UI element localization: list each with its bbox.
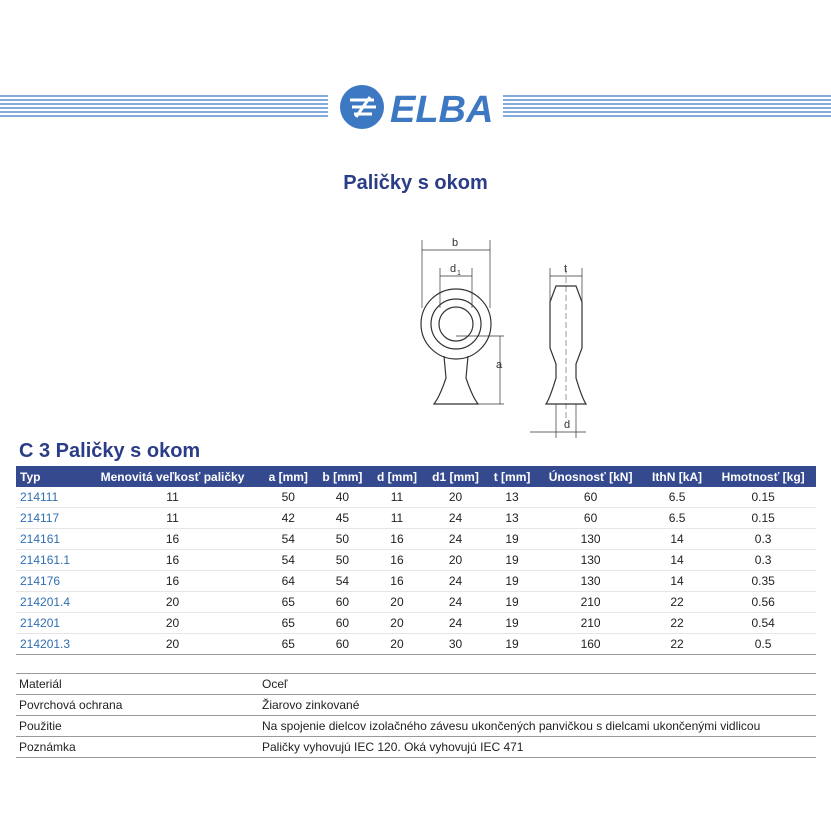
table-cell: 11: [370, 508, 425, 529]
col-header-typ: Typ: [16, 466, 84, 487]
table-cell: 42: [261, 508, 315, 529]
type-link[interactable]: 214111: [16, 487, 84, 508]
table-cell: 50: [315, 529, 370, 550]
table-cell: 60: [315, 592, 370, 613]
table-cell: 16: [84, 550, 262, 571]
table-row: [16, 529, 816, 550]
table-row: [16, 508, 816, 529]
brand-name: ELBA: [390, 89, 494, 131]
info-row: [16, 674, 816, 695]
table-cell: 0.35: [710, 571, 816, 592]
brand-stripes: [0, 80, 831, 136]
dim-label-d1-sub: 1: [457, 270, 461, 277]
spec-table: [16, 466, 816, 655]
table-cell: 19: [487, 613, 538, 634]
table-cell: 22: [644, 613, 710, 634]
table-cell: 16: [370, 571, 425, 592]
col-header-load: Únosnosť [kN]: [537, 466, 643, 487]
table-cell: 16: [370, 529, 425, 550]
table-cell: 19: [487, 571, 538, 592]
table-cell: 45: [315, 508, 370, 529]
table-cell: 0.5: [710, 634, 816, 655]
table-cell: 24: [424, 592, 486, 613]
type-link[interactable]: 214201: [16, 613, 84, 634]
table-cell: 0.15: [710, 508, 816, 529]
table-cell: 19: [487, 592, 538, 613]
table-cell: 14: [644, 529, 710, 550]
table-cell: 20: [370, 634, 425, 655]
table-cell: 0.3: [710, 529, 816, 550]
table-cell: 65: [261, 592, 315, 613]
spec-table-header-row: [16, 466, 816, 487]
info-table: [16, 673, 816, 758]
table-row: [16, 571, 816, 592]
table-cell: 20: [424, 550, 486, 571]
col-header-weight: Hmotnosť [kg]: [710, 466, 816, 487]
info-label: Materiál: [16, 674, 259, 695]
table-cell: 130: [537, 550, 643, 571]
table-cell: 20: [84, 613, 262, 634]
type-link[interactable]: 214161.1: [16, 550, 84, 571]
table-cell: 0.56: [710, 592, 816, 613]
table-cell: 20: [370, 592, 425, 613]
technical-drawing: [400, 228, 630, 440]
dim-label-d1: d: [450, 263, 457, 275]
table-cell: 210: [537, 592, 643, 613]
table-cell: 6.5: [644, 487, 710, 508]
type-link[interactable]: 214201.4: [16, 592, 84, 613]
table-cell: 60: [315, 613, 370, 634]
table-cell: 14: [644, 571, 710, 592]
table-cell: 40: [315, 487, 370, 508]
table-cell: 54: [261, 529, 315, 550]
info-row: [16, 737, 816, 758]
section-title: C 3 Paličky s okom: [19, 440, 201, 462]
info-value: Oceľ: [259, 674, 816, 695]
col-header-d: d [mm]: [370, 466, 425, 487]
table-cell: 16: [370, 550, 425, 571]
table-cell: 0.15: [710, 487, 816, 508]
elba-logo-icon: [340, 85, 384, 129]
info-value: Žiarovo zinkované: [259, 695, 816, 716]
table-cell: 20: [424, 487, 486, 508]
table-cell: 22: [644, 592, 710, 613]
info-label: Použitie: [16, 716, 259, 737]
table-cell: 20: [84, 592, 262, 613]
table-cell: 160: [537, 634, 643, 655]
table-cell: 20: [84, 634, 262, 655]
dim-label-d: d: [564, 419, 571, 431]
table-row: [16, 592, 816, 613]
table-cell: 64: [261, 571, 315, 592]
table-cell: 11: [84, 487, 262, 508]
table-cell: 24: [424, 613, 486, 634]
table-cell: 24: [424, 508, 486, 529]
info-label: Povrchová ochrana: [16, 695, 259, 716]
table-cell: 50: [315, 550, 370, 571]
brand-header: [0, 80, 831, 136]
info-value: Na spojenie dielcov izolačného závesu ukončených panvičkou s dielcami ukončenými vidlicou: [259, 716, 816, 737]
table-cell: 20: [370, 613, 425, 634]
type-link[interactable]: 214117: [16, 508, 84, 529]
col-header-a: a [mm]: [261, 466, 315, 487]
table-row: [16, 487, 816, 508]
col-header-t: t [mm]: [487, 466, 538, 487]
table-cell: 6.5: [644, 508, 710, 529]
info-row: [16, 716, 816, 737]
dim-label-b: b: [452, 237, 459, 249]
table-cell: 14: [644, 550, 710, 571]
info-row: [16, 695, 816, 716]
table-cell: 19: [487, 529, 538, 550]
table-cell: 130: [537, 571, 643, 592]
table-cell: 16: [84, 529, 262, 550]
type-link[interactable]: 214161: [16, 529, 84, 550]
table-cell: 54: [315, 571, 370, 592]
table-cell: 210: [537, 613, 643, 634]
table-cell: 60: [537, 508, 643, 529]
table-cell: 24: [424, 571, 486, 592]
table-cell: 130: [537, 529, 643, 550]
eye-bolt-diagram: [400, 228, 630, 440]
dim-label-t: t: [564, 263, 568, 275]
info-value: Paličky vyhovujú IEC 120. Oká vyhovujú IEC 471: [259, 737, 816, 758]
col-header-ithn: IthN [kA]: [644, 466, 710, 487]
table-cell: 24: [424, 529, 486, 550]
type-link[interactable]: 214176: [16, 571, 84, 592]
table-cell: 60: [537, 487, 643, 508]
table-cell: 30: [424, 634, 486, 655]
table-cell: 54: [261, 550, 315, 571]
dim-label-a: a: [496, 359, 503, 371]
info-label: Poznámka: [16, 737, 259, 758]
table-cell: 11: [84, 508, 262, 529]
table-cell: 0.3: [710, 550, 816, 571]
table-cell: 13: [487, 487, 538, 508]
table-cell: 22: [644, 634, 710, 655]
table-cell: 0.54: [710, 613, 816, 634]
col-header-size: Menovitá veľkosť paličky: [84, 466, 262, 487]
table-cell: 19: [487, 634, 538, 655]
table-cell: 11: [370, 487, 425, 508]
col-header-d1: d1 [mm]: [424, 466, 486, 487]
table-cell: 19: [487, 550, 538, 571]
table-row: [16, 634, 816, 655]
table-cell: 13: [487, 508, 538, 529]
type-link[interactable]: 214201.3: [16, 634, 84, 655]
table-row: [16, 613, 816, 634]
table-cell: 50: [261, 487, 315, 508]
table-cell: 16: [84, 571, 262, 592]
page-title: Paličky s okom: [343, 172, 488, 194]
table-cell: 65: [261, 613, 315, 634]
table-cell: 65: [261, 634, 315, 655]
table-row: [16, 550, 816, 571]
col-header-b: b [mm]: [315, 466, 370, 487]
table-cell: 60: [315, 634, 370, 655]
